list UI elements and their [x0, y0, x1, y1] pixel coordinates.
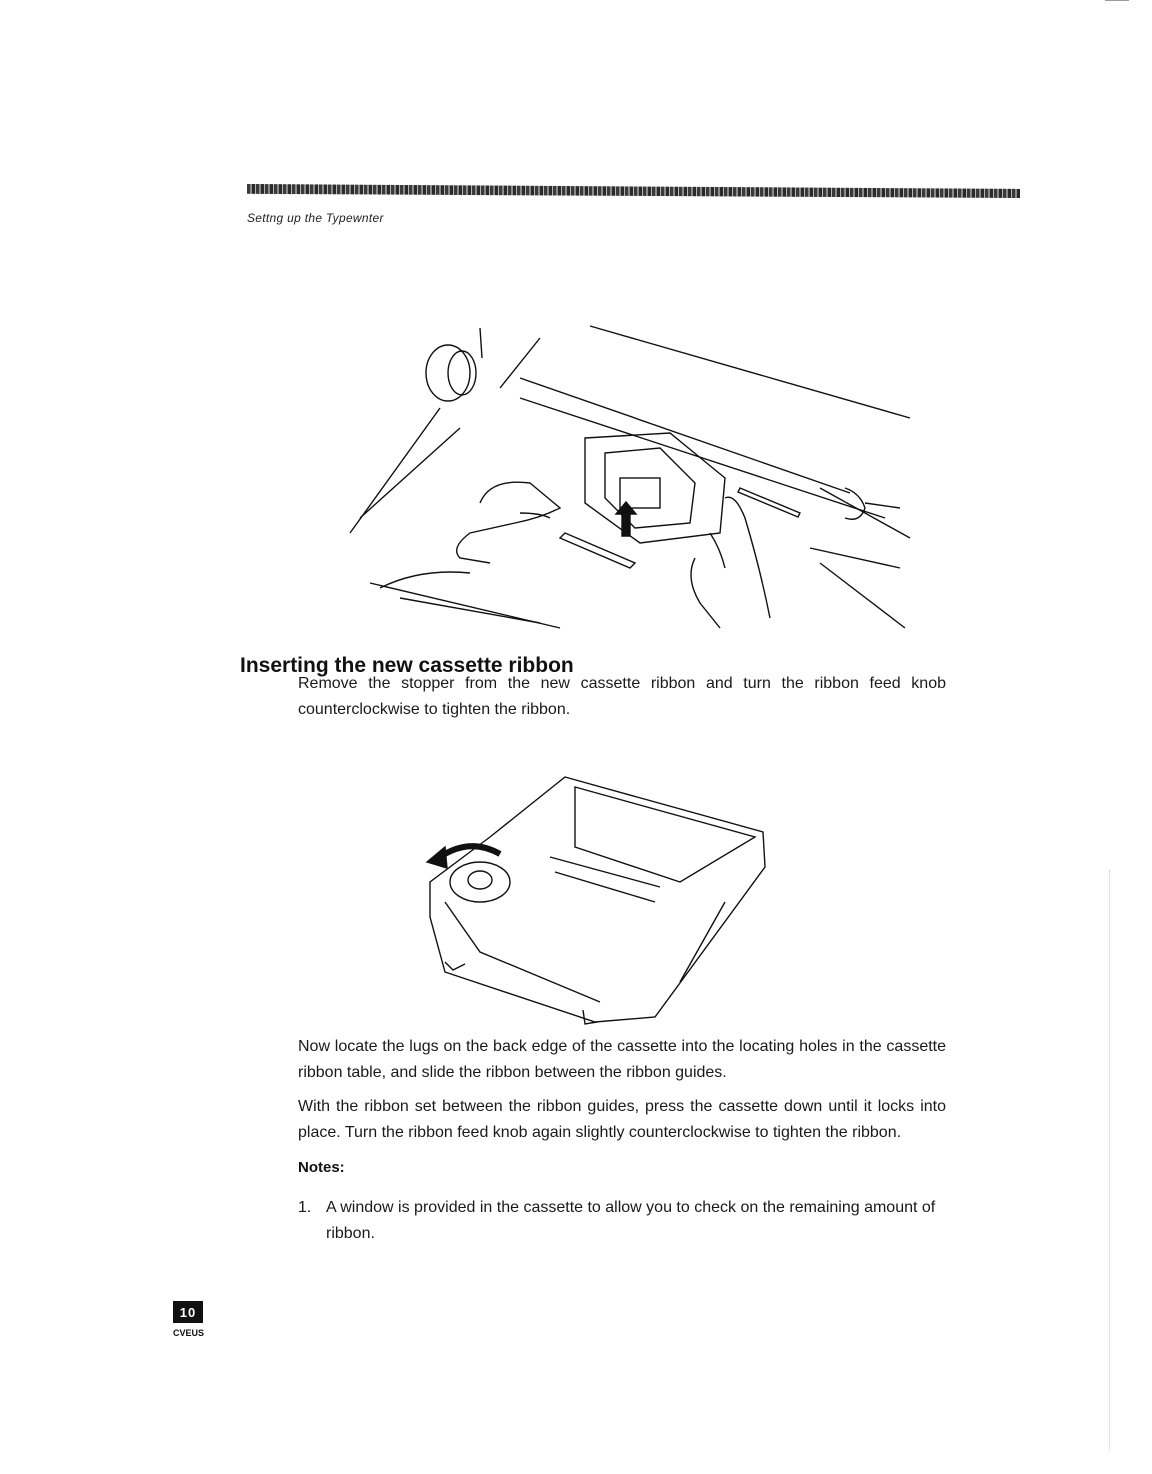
platen-line-bottom — [520, 398, 885, 518]
platen-line-top — [520, 378, 850, 493]
page-number: 10 — [173, 1301, 203, 1323]
lug-bottom — [583, 1010, 597, 1024]
note-text: A window is provided in the cassette to allow you to check on the remaining amount of ribbon. — [326, 1199, 936, 1242]
cassette-outline — [430, 777, 765, 1022]
header-rule — [247, 184, 1020, 198]
ribbon-feed-knob — [450, 862, 510, 902]
platen-knob-inner — [448, 351, 476, 395]
note-number: 1. — [298, 1199, 312, 1216]
figure-cassette-insertion-illustration — [340, 318, 912, 634]
cassette-ribbon-slot — [550, 857, 660, 902]
section-heading: Inserting the new cassette ribbon — [240, 654, 574, 677]
paper-edge-line — [590, 326, 910, 418]
left-hand — [457, 482, 560, 563]
figure-cassette-knob-illustration — [425, 772, 775, 1024]
cassette-inner-edge — [445, 902, 725, 1002]
notes-heading: Notes: — [298, 1159, 345, 1176]
hand-left-lower — [380, 572, 470, 588]
knob-bracket — [480, 328, 540, 388]
paragraph-remove-stopper: Remove the stopper from the new cassette ribbon and turn the ribbon feed knob counterclockwise to tighten the ribbon. — [298, 675, 946, 718]
insert-arrow-icon — [616, 502, 636, 536]
paragraph-locate-lugs: Now locate the lugs on the back edge of the cassette into the locating holes in the cassette ribbon table, and slide the ribbon between the ribbon guides. — [298, 1038, 946, 1081]
corner-mark — [1105, 0, 1129, 1]
right-hand — [691, 497, 770, 628]
lug-left — [445, 962, 465, 970]
paragraph-press-cassette: With the ribbon set between the ribbon guides, press the cassette down until it locks into place. Turn the ribbon feed knob again slightly counterclockwise to tighten the ribbon. — [298, 1098, 946, 1141]
cassette-window — [575, 787, 755, 882]
running-header: Settng up the Typewnter — [247, 211, 384, 225]
margin-scan-line — [1109, 870, 1111, 1450]
slot-1 — [560, 533, 635, 568]
footer-code: CVEUS — [173, 1328, 205, 1338]
slot-2 — [738, 488, 800, 517]
